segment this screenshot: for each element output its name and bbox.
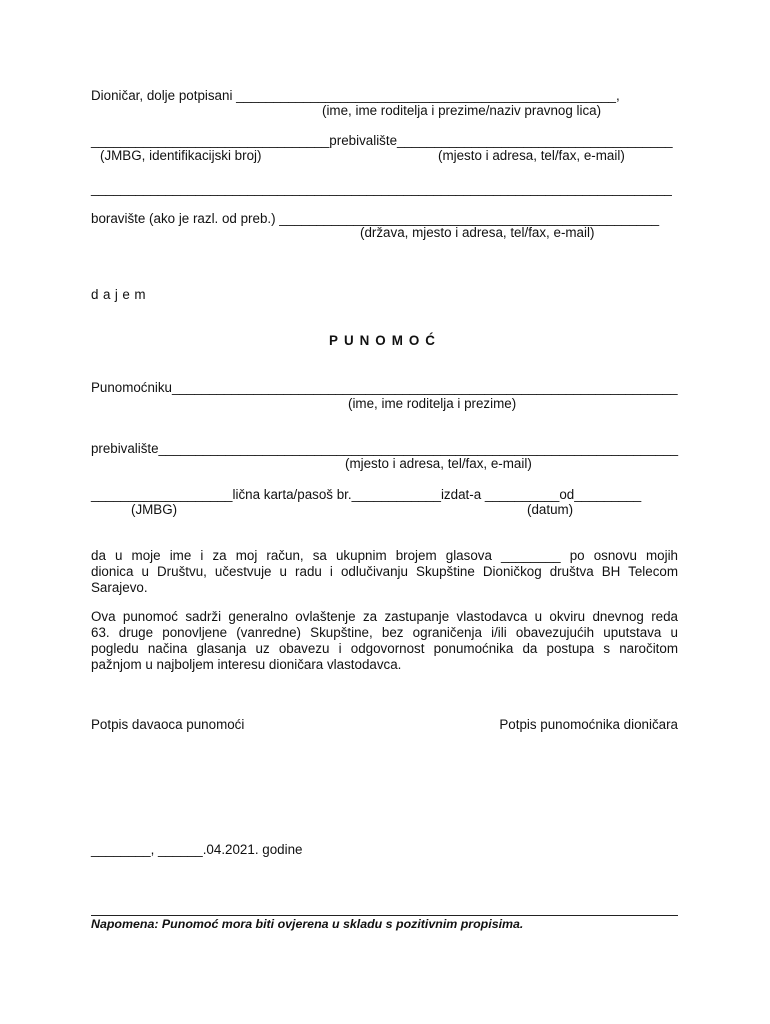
dajem-text: dajem — [91, 287, 150, 302]
shareholder-stay-line: boravište (ako je razl. od preb.) ___________________________________________________ — [91, 211, 660, 226]
proxy-jmbg-caption: (JMBG) — [131, 502, 178, 517]
date-line: ________, ______.04.2021. godine — [91, 842, 303, 857]
shareholder-name-caption: (ime, ime roditelja i prezime/naziv pravnog lica) — [322, 103, 602, 118]
shareholder-name-line: Dioničar, dolje potpisani ___________________________________________________, — [91, 88, 620, 103]
shareholder-id-residence-line: ________________________________prebivalište_____________________________________ — [91, 133, 673, 148]
shareholder-stay-caption: (država, mjesto i adresa, tel/fax, e-mail) — [360, 225, 595, 240]
paragraph-line: dionica u Društvu, učestvuje u radu i odlučivanju Skupštine Dioničkog društva BH Telecom — [91, 564, 678, 579]
proxy-name-caption: (ime, ime roditelja i prezime) — [348, 396, 517, 411]
proxy-residence-line: prebivalište______________________________________________________________________ — [91, 441, 679, 456]
signature-proxy-label: Potpis punomoćnika dioničara — [499, 717, 678, 732]
footer-note: Napomena: Punomoć mora biti ovjerena u skladu s pozitivnim propisima. — [91, 917, 524, 931]
shareholder-blank-line: ______________________________________________________________________________ — [91, 181, 672, 196]
shareholder-id-caption: (JMBG, identifikacijski broj) — [100, 148, 262, 163]
document-title: PUNOMOĆ — [329, 333, 441, 348]
proxy-id-document-line: ___________________lična karta/pasoš br.____________izdat-a __________od_________ — [91, 487, 642, 502]
proxy-residence-caption: (mjesto i adresa, tel/fax, e-mail) — [345, 456, 532, 471]
paragraph-line: 63. druge ponovljene (vanredne) Skupštine, bez ograničenja i/ili obavezujućih uputstava u — [91, 625, 678, 640]
paragraph-line: pažnjom u najboljem interesu dioničara vlastodavca. — [91, 657, 402, 672]
proxy-date-caption: (datum) — [527, 502, 574, 517]
proxy-name-line: Punomoćniku____________________________________________________________________ — [91, 380, 678, 395]
shareholder-residence-caption: (mjesto i adresa, tel/fax, e-mail) — [438, 148, 625, 163]
scope-paragraph — [91, 609, 678, 673]
paragraph-line: pogledu načina glasanja uz obavezu i odgovornost ponumoćnika da postupa s naročitom — [91, 641, 678, 656]
paragraph-line: Sarajevo. — [91, 580, 148, 595]
paragraph-line: da u moje ime i za moj račun, sa ukupnim brojem glasova ________ po osnovu mojih — [91, 548, 678, 563]
paragraph-line: Ova punomoć sadrži generalno ovlaštenje za zastupanje vlastodavca u okviru dnevnog reda — [91, 609, 678, 624]
authorization-paragraph — [91, 548, 678, 596]
signature-grantor-label: Potpis davaoca punomoći — [91, 717, 245, 732]
